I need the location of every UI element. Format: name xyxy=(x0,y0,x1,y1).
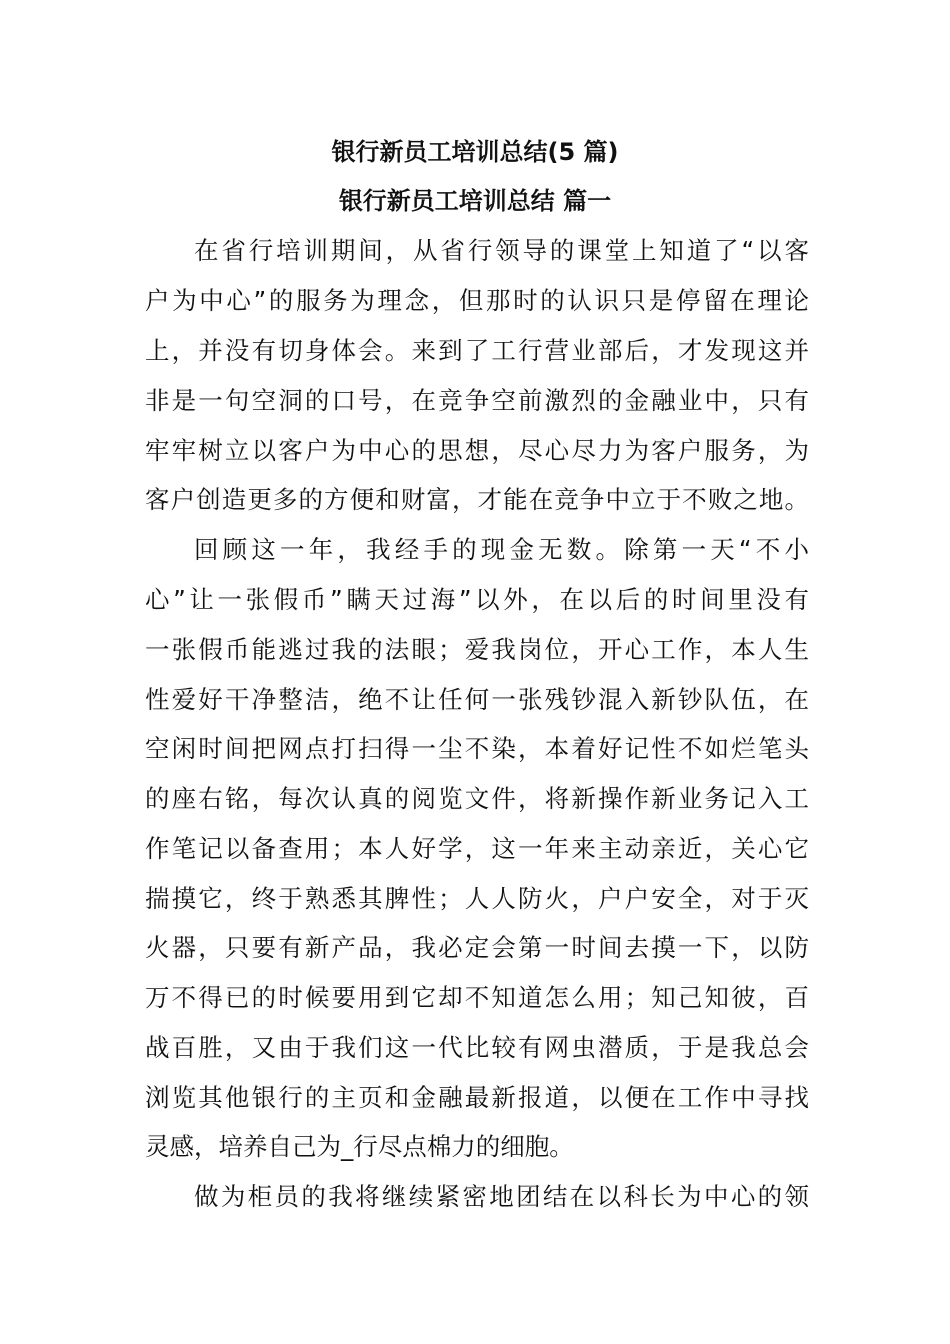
paragraph-line: 非是一句空洞的口号，在竞争空前激烈的金融业中，只有 xyxy=(145,386,809,415)
paragraph-line: 揣摸它，终于熟悉其脾性；人人防火，户户安全，对于灭 xyxy=(145,884,809,913)
paragraph-line: 性爱好干净整洁，绝不让任何一张残钞混入新钞队伍，在 xyxy=(145,685,809,714)
paragraph-line: 的座右铭，每次认真的阅览文件，将新操作新业务记入工 xyxy=(145,784,809,813)
paragraph-line: 上，并没有切身体会。来到了工行营业部后，才发现这并 xyxy=(145,336,809,365)
paragraph-line: 浏览其他银行的主页和金融最新报道，以便在工作中寻找 xyxy=(145,1083,809,1112)
paragraph-line: 灵感，培养自己为_行尽点棉力的细胞。 xyxy=(145,1132,574,1161)
paragraph-line: 空闲时间把网点打扫得一尘不染，本着好记性不如烂笔头 xyxy=(145,734,809,763)
paragraph-line: 牢牢树立以客户为中心的思想，尽心尽力为客户服务，为 xyxy=(145,436,809,465)
paragraph-line: 心”让一张假币”瞒天过海”以外，在以后的时间里没有 xyxy=(145,585,809,614)
paragraph-line: 回顾这一年，我经手的现金无数。除第一天“不小 xyxy=(194,535,809,564)
paragraph-line: 作笔记以备查用；本人好学，这一年来主动亲近，关心它 xyxy=(145,834,809,863)
paragraph-line: 万不得已的时候要用到它却不知道怎么用；知己知彼，百 xyxy=(145,983,809,1012)
document-title: 银行新员工培训总结(5 篇) xyxy=(331,138,619,166)
paragraph-line: 火器，只要有新产品，我必定会第一时间去摸一下，以防 xyxy=(145,933,809,962)
paragraph-line: 战百胜，又由于我们这一代比较有网虫潜质，于是我总会 xyxy=(145,1033,809,1062)
paragraph-line: 户为中心”的服务为理念，但那时的认识只是停留在理论 xyxy=(145,286,809,315)
paragraph-line: 客户创造更多的方便和财富，才能在竞争中立于不败之地。 xyxy=(145,485,809,514)
paragraph-line: 做为柜员的我将继续紧密地团结在以科长为中心的领 xyxy=(194,1182,809,1211)
paragraph-line: 一张假币能逃过我的法眼；爱我岗位，开心工作，本人生 xyxy=(145,635,809,664)
paragraph-line: 在省行培训期间，从省行领导的课堂上知道了“以客 xyxy=(194,236,809,265)
section-title: 银行新员工培训总结 篇一 xyxy=(338,187,612,215)
